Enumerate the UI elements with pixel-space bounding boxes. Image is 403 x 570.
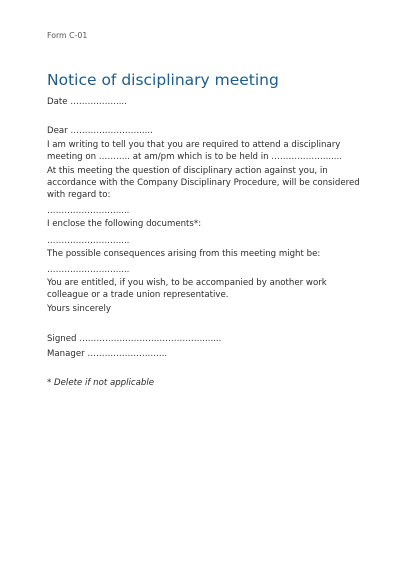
salutation: Dear ……………………..... xyxy=(47,126,153,136)
enclose-documents-line: I enclose the following documents*: xyxy=(47,219,202,229)
paragraph-meeting-line-1: I am writing to tell you that you are required to attend a disciplinary xyxy=(47,140,341,150)
form-code: Form C-01 xyxy=(47,31,88,40)
footnote: * Delete if not applicable xyxy=(47,378,155,388)
paragraph-action-line-1: At this meeting the question of disciplinary action against you, in xyxy=(47,166,328,176)
paragraph-accompany-line-1: You are entitled, if you wish, to be accompanied by another work xyxy=(47,278,327,288)
paragraph-action-line-3: with regard to: xyxy=(47,190,111,200)
manager-line: Manager …………………….... xyxy=(47,349,168,359)
consequences-line: The possible consequences arising from this meeting might be: xyxy=(47,249,321,259)
paragraph-accompany-line-2: colleague or a trade union representative. xyxy=(47,290,229,300)
blank-regard: ……………………..... xyxy=(47,206,130,216)
paragraph-action-line-2: accordance with the Company Disciplinary Procedure, will be considered xyxy=(47,178,360,188)
signed-line: Signed ……………………………………........ xyxy=(47,334,222,344)
date-line: Date ……………..... xyxy=(47,97,127,107)
closing: Yours sincerely xyxy=(47,304,111,314)
paragraph-meeting-line-2: meeting on ……….. at am/pm which is to be held in ………………....... xyxy=(47,152,342,162)
document-title: Notice of disciplinary meeting xyxy=(47,71,279,89)
blank-documents: ……………………..... xyxy=(47,236,130,246)
blank-consequences: ……………………..... xyxy=(47,265,130,275)
